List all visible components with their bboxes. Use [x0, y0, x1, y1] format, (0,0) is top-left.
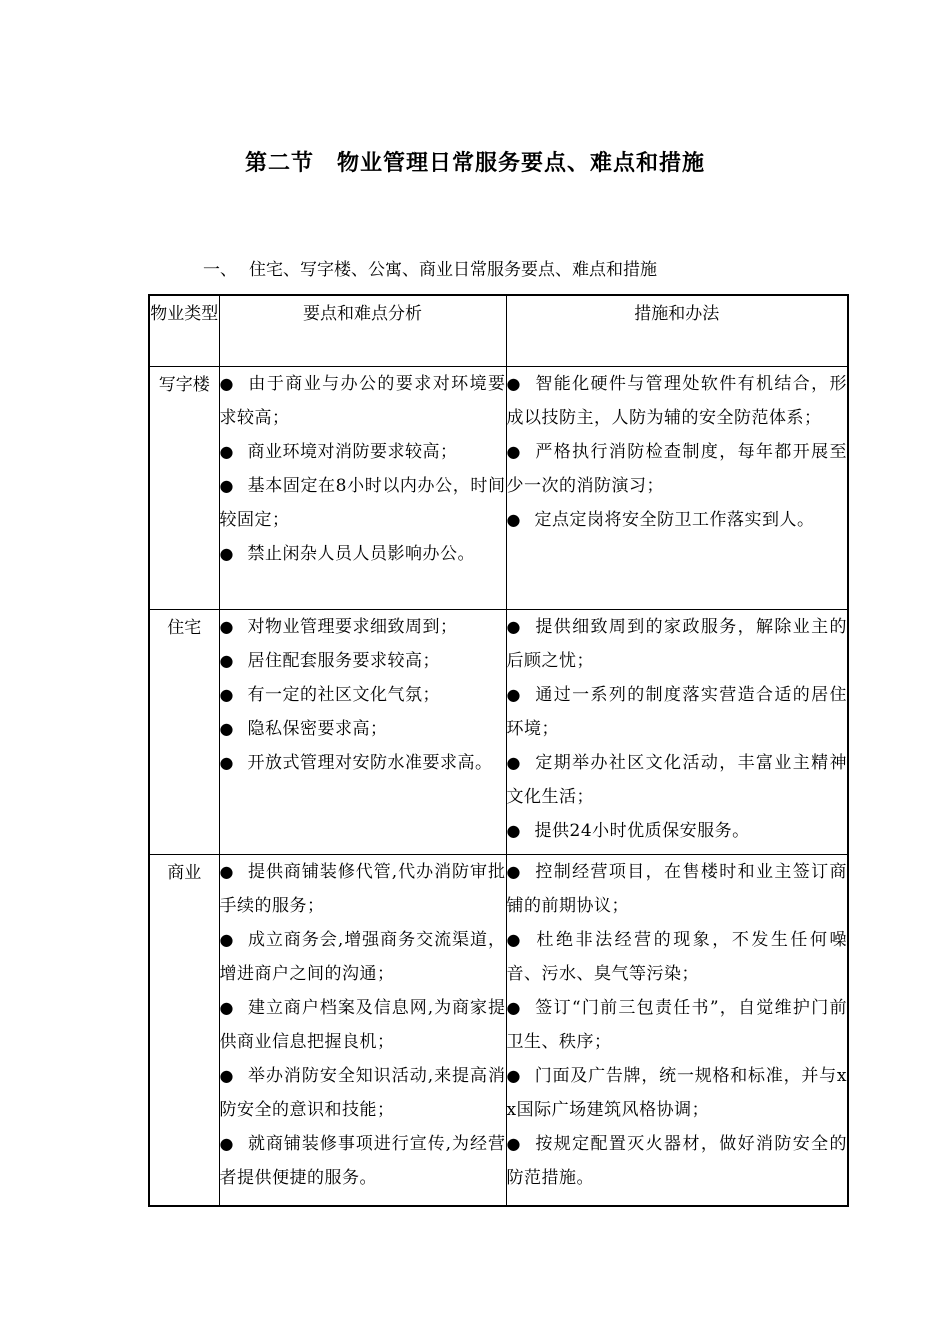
- list-item-text: 就商铺装修事项进行宣传,为经营者提供便捷的服务。: [219, 1134, 506, 1188]
- header-measures: 措施和办法: [506, 295, 848, 367]
- list-item-text: 隐私保密要求高；: [247, 719, 388, 739]
- key-points-cell: [219, 855, 506, 1207]
- list-item-text: 有一定的社区文化气氛；: [247, 685, 440, 705]
- bullet-icon: ●: [506, 685, 521, 704]
- measures-cell: [506, 367, 848, 610]
- measures-list: [507, 610, 848, 848]
- list-item: [220, 435, 506, 469]
- list-item: [507, 610, 848, 678]
- list-item-text: 基本固定在8小时以内办公，时间较固定；: [219, 476, 506, 530]
- bullet-icon: ●: [506, 862, 521, 881]
- list-item: [220, 746, 506, 780]
- measures-cell: [506, 610, 848, 855]
- list-item-text: 控制经营项目，在售楼时和业主签订商铺的前期协议；: [506, 862, 847, 916]
- list-item: [507, 1059, 848, 1127]
- bullet-icon: ●: [219, 374, 234, 393]
- bullet-icon: ●: [219, 685, 234, 704]
- bullet-icon: ●: [219, 930, 234, 949]
- list-item-text: 严格执行消防检查制度，每年都开展至少一次的消防演习；: [506, 442, 847, 496]
- list-item: [507, 367, 848, 435]
- list-item-text: 提供商铺装修代管,代办消防审批手续的服务；: [219, 862, 506, 916]
- table-row: [149, 855, 848, 1207]
- bullet-icon: ●: [506, 374, 521, 393]
- section-number: 一、: [203, 260, 237, 280]
- bullet-icon: ●: [506, 930, 521, 949]
- list-item: [507, 746, 848, 814]
- list-item: [220, 469, 506, 537]
- list-item: [220, 1127, 506, 1195]
- list-item-text: 定期举办社区文化活动，丰富业主精神文化生活；: [506, 753, 847, 807]
- list-item: [507, 814, 848, 848]
- list-item: [220, 991, 506, 1059]
- list-item: [507, 503, 848, 537]
- bullet-icon: ●: [506, 1134, 521, 1153]
- bullet-icon: ●: [506, 998, 521, 1017]
- list-item: [507, 678, 848, 746]
- bullet-icon: ●: [219, 753, 234, 772]
- list-item: [220, 1059, 506, 1127]
- list-item-text: 智能化硬件与管理处软件有机结合，形成以技防主，人防为辅的安全防范体系；: [506, 374, 847, 428]
- list-item-text: 成立商务会,增强商务交流渠道，增进商户之间的沟通；: [219, 930, 506, 984]
- list-item: [220, 367, 506, 435]
- bullet-icon: ●: [506, 753, 521, 772]
- list-item: [220, 537, 506, 571]
- bullet-icon: ●: [506, 1066, 521, 1085]
- measures-cell: [506, 855, 848, 1207]
- list-item: [507, 1127, 848, 1195]
- table-row: [149, 610, 848, 855]
- bullet-icon: ●: [219, 719, 234, 738]
- list-item: [507, 991, 848, 1059]
- key-points-cell: [219, 367, 506, 610]
- key-points-list: [220, 855, 506, 1195]
- bullet-icon: ●: [506, 617, 521, 636]
- list-item-text: 对物业管理要求细致周到；: [247, 617, 458, 637]
- list-item: [220, 610, 506, 644]
- page-title: 第二节 物业管理日常服务要点、难点和措施: [244, 150, 705, 176]
- key-points-cell: [219, 610, 506, 855]
- list-item-text: 杜绝非法经营的现象，不发生任何噪音、污水、臭气等污染；: [506, 930, 847, 984]
- bullet-icon: ●: [219, 617, 234, 636]
- table-header-row: [149, 295, 848, 367]
- list-item: [220, 855, 506, 923]
- key-points-list: [220, 367, 506, 571]
- bullet-icon: ●: [219, 1066, 234, 1085]
- list-item-text: 门面及广告牌，统一规格和标准，并与xx国际广场建筑风格协调；: [506, 1066, 847, 1120]
- bullet-icon: ●: [219, 998, 234, 1017]
- bullet-icon: ●: [219, 442, 234, 461]
- list-item: [507, 855, 848, 923]
- key-points-list: [220, 610, 506, 780]
- header-key-points: 要点和难点分析: [219, 295, 506, 367]
- measures-list: [507, 855, 848, 1195]
- property-type-cell: 住宅: [149, 610, 219, 855]
- list-item-text: 禁止闲杂人员人员影响办公。: [247, 544, 475, 564]
- list-item-text: 提供细致周到的家政服务，解除业主的后顾之忧；: [506, 617, 847, 671]
- section-heading: [203, 255, 657, 280]
- list-item-text: 居住配套服务要求较高；: [247, 651, 440, 671]
- measures-list: [507, 367, 848, 537]
- list-item: [220, 644, 506, 678]
- bullet-icon: ●: [506, 821, 521, 840]
- section-heading-text: 住宅、写字楼、公寓、商业日常服务要点、难点和措施: [249, 260, 657, 280]
- list-item-text: 商业环境对消防要求较高；: [247, 442, 458, 462]
- bullet-icon: ●: [506, 442, 521, 461]
- bullet-icon: ●: [219, 1134, 234, 1153]
- property-type-cell: 写字楼: [149, 367, 219, 610]
- list-item: [507, 435, 848, 503]
- bullet-icon: ●: [506, 510, 521, 529]
- list-item-text: 按规定配置灭火器材，做好消防安全的防范措施。: [506, 1134, 847, 1188]
- property-type-cell: 商业: [149, 855, 219, 1207]
- list-item-text: 通过一系列的制度落实营造合适的居住环境；: [506, 685, 847, 739]
- header-property-type: 物业类型: [149, 295, 219, 367]
- list-item: [220, 678, 506, 712]
- list-item-text: 由于商业与办公的要求对环境要求较高；: [219, 374, 506, 428]
- bullet-icon: ●: [219, 476, 234, 495]
- bullet-icon: ●: [219, 651, 234, 670]
- list-item: [220, 923, 506, 991]
- bullet-icon: ●: [219, 544, 234, 563]
- service-table: [148, 294, 849, 1207]
- list-item-text: 举办消防安全知识活动,来提高消防安全的意识和技能；: [219, 1066, 506, 1120]
- list-item: [220, 712, 506, 746]
- list-item: [507, 923, 848, 991]
- bullet-icon: ●: [219, 862, 234, 881]
- list-item-text: 开放式管理对安防水准要求高。: [247, 753, 493, 773]
- list-item-text: 建立商户档案及信息网,为商家提供商业信息把握良机；: [219, 998, 506, 1052]
- table-row: [149, 367, 848, 610]
- list-item-text: 定点定岗将安全防卫工作落实到人。: [534, 510, 815, 530]
- list-item-text: 提供24小时优质保安服务。: [534, 821, 750, 841]
- list-item-text: 签订“门前三包责任书”，自觉维护门前卫生、秩序；: [506, 998, 847, 1052]
